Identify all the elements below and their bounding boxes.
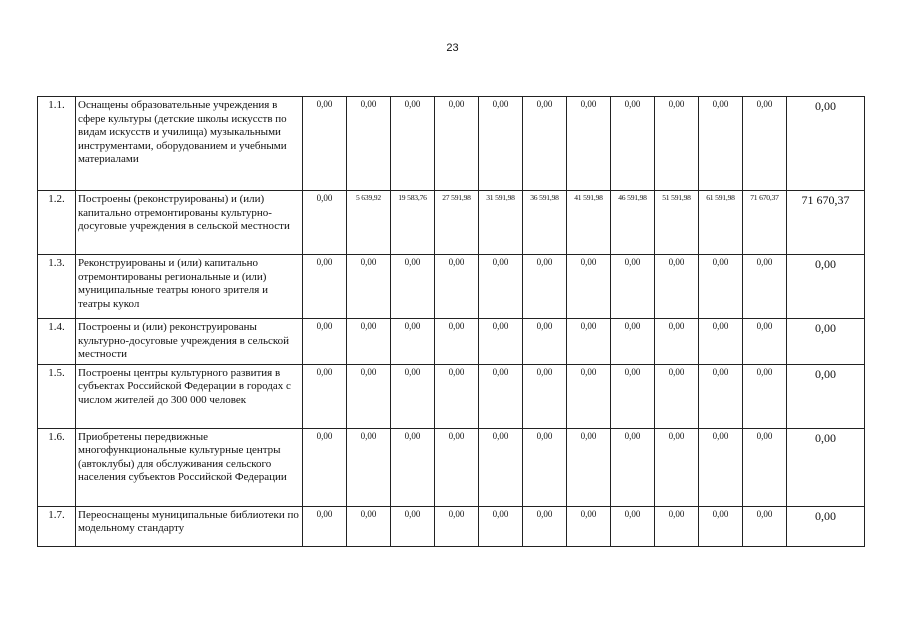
value-cell: 0,00: [611, 97, 655, 191]
value-cell: 0,00: [699, 255, 743, 319]
value-cell: 41 591,98: [567, 191, 611, 255]
value-cell: 0,00: [743, 428, 787, 506]
value-cell: 0,00: [611, 364, 655, 428]
value-cell: 51 591,98: [655, 191, 699, 255]
row-number: 1.2.: [38, 191, 76, 255]
value-cell: 0,00: [347, 364, 391, 428]
value-cell: 0,00: [479, 364, 523, 428]
row-description: Построены (реконструированы) и (или) капитально отремонтированы культурно-досуговые учреждения в сельской местности: [76, 191, 303, 255]
row-description: Построены и (или) реконструированы культурно-досуговые учреждения в сельской местности: [76, 319, 303, 365]
value-cell: 0,00: [743, 364, 787, 428]
value-cell: 0,00: [303, 97, 347, 191]
value-cell: 0,00: [347, 255, 391, 319]
value-cell: 0,00: [303, 506, 347, 546]
value-cell: 0,00: [391, 255, 435, 319]
value-cell: 0,00: [347, 428, 391, 506]
value-cell: 0,00: [391, 428, 435, 506]
value-cell: 0,00: [699, 364, 743, 428]
value-cell: 0,00: [567, 364, 611, 428]
table-row: [38, 428, 865, 506]
value-cell: 0,00: [743, 255, 787, 319]
row-number: 1.3.: [38, 255, 76, 319]
value-cell: 0,00: [347, 319, 391, 365]
value-cell: 0,00: [655, 506, 699, 546]
value-cell: 0,00: [611, 319, 655, 365]
value-cell: 0,00: [523, 97, 567, 191]
value-cell: 0,00: [523, 364, 567, 428]
results-table: [37, 96, 865, 547]
row-number: 1.1.: [38, 97, 76, 191]
row-number: 1.6.: [38, 428, 76, 506]
value-cell: 0,00: [655, 319, 699, 365]
page-number: 23: [446, 42, 459, 54]
value-cell: 0,00: [303, 319, 347, 365]
row-number: 1.5.: [38, 364, 76, 428]
value-cell: 0,00: [303, 191, 347, 255]
value-cell: 0,00: [303, 364, 347, 428]
value-cell: 0,00: [523, 506, 567, 546]
value-cell: 0,00: [611, 255, 655, 319]
table-row: [38, 97, 865, 191]
row-number: 1.4.: [38, 319, 76, 365]
total-cell: 0,00: [787, 428, 865, 506]
table-row: [38, 255, 865, 319]
value-cell: 0,00: [567, 97, 611, 191]
value-cell: 0,00: [479, 97, 523, 191]
value-cell: 0,00: [435, 97, 479, 191]
value-cell: 0,00: [655, 97, 699, 191]
value-cell: 0,00: [699, 319, 743, 365]
value-cell: 0,00: [435, 364, 479, 428]
value-cell: 0,00: [347, 506, 391, 546]
value-cell: 0,00: [743, 506, 787, 546]
row-description: Построены центры культурного развития в субъектах Российской Федерации в городах с числом жителей до 300 000 человек: [76, 364, 303, 428]
value-cell: 0,00: [479, 506, 523, 546]
value-cell: 0,00: [699, 428, 743, 506]
table-row: [38, 364, 865, 428]
value-cell: 0,00: [303, 255, 347, 319]
value-cell: 71 670,37: [743, 191, 787, 255]
row-description: Переоснащены муниципальные библиотеки по модельному стандарту: [76, 506, 303, 546]
value-cell: 0,00: [655, 255, 699, 319]
value-cell: 0,00: [611, 428, 655, 506]
value-cell: 0,00: [391, 319, 435, 365]
value-cell: 0,00: [567, 428, 611, 506]
value-cell: 0,00: [523, 255, 567, 319]
value-cell: 0,00: [699, 506, 743, 546]
value-cell: 0,00: [303, 428, 347, 506]
total-cell: 0,00: [787, 506, 865, 546]
value-cell: 0,00: [699, 97, 743, 191]
value-cell: 0,00: [435, 428, 479, 506]
value-cell: 0,00: [435, 506, 479, 546]
value-cell: 0,00: [523, 319, 567, 365]
value-cell: 0,00: [655, 364, 699, 428]
value-cell: 0,00: [435, 319, 479, 365]
total-cell: 0,00: [787, 319, 865, 365]
value-cell: 0,00: [391, 364, 435, 428]
value-cell: 46 591,98: [611, 191, 655, 255]
value-cell: 19 583,76: [391, 191, 435, 255]
value-cell: 31 591,98: [479, 191, 523, 255]
value-cell: 27 591,98: [435, 191, 479, 255]
value-cell: 0,00: [743, 319, 787, 365]
total-cell: 71 670,37: [787, 191, 865, 255]
row-description: Приобретены передвижные многофункциональные культурные центры (автоклубы) для обслуживания сельского населения субъектов Российской Федерации: [76, 428, 303, 506]
value-cell: 0,00: [567, 319, 611, 365]
value-cell: 0,00: [655, 428, 699, 506]
total-cell: 0,00: [787, 255, 865, 319]
value-cell: 0,00: [391, 97, 435, 191]
value-cell: 0,00: [347, 97, 391, 191]
total-cell: 0,00: [787, 97, 865, 191]
row-number: 1.7.: [38, 506, 76, 546]
value-cell: 0,00: [479, 255, 523, 319]
value-cell: 36 591,98: [523, 191, 567, 255]
value-cell: 0,00: [611, 506, 655, 546]
value-cell: 0,00: [479, 319, 523, 365]
value-cell: 0,00: [479, 428, 523, 506]
table-row: [38, 191, 865, 255]
row-description: Реконструированы и (или) капитально отремонтированы региональные и (или) муниципальные театры юного зрителя и театры кукол: [76, 255, 303, 319]
value-cell: 5 639,92: [347, 191, 391, 255]
total-cell: 0,00: [787, 364, 865, 428]
table-body: [38, 97, 865, 547]
table-row: [38, 319, 865, 365]
value-cell: 0,00: [743, 97, 787, 191]
value-cell: 0,00: [567, 506, 611, 546]
value-cell: 0,00: [435, 255, 479, 319]
row-description: Оснащены образовательные учреждения в сфере культуры (детские школы искусств по видам искусств и училища) музыкальными инструментами, оборудованием и учебными материалами: [76, 97, 303, 191]
value-cell: 0,00: [391, 506, 435, 546]
value-cell: 0,00: [567, 255, 611, 319]
value-cell: 0,00: [523, 428, 567, 506]
table-row: [38, 506, 865, 546]
value-cell: 61 591,98: [699, 191, 743, 255]
